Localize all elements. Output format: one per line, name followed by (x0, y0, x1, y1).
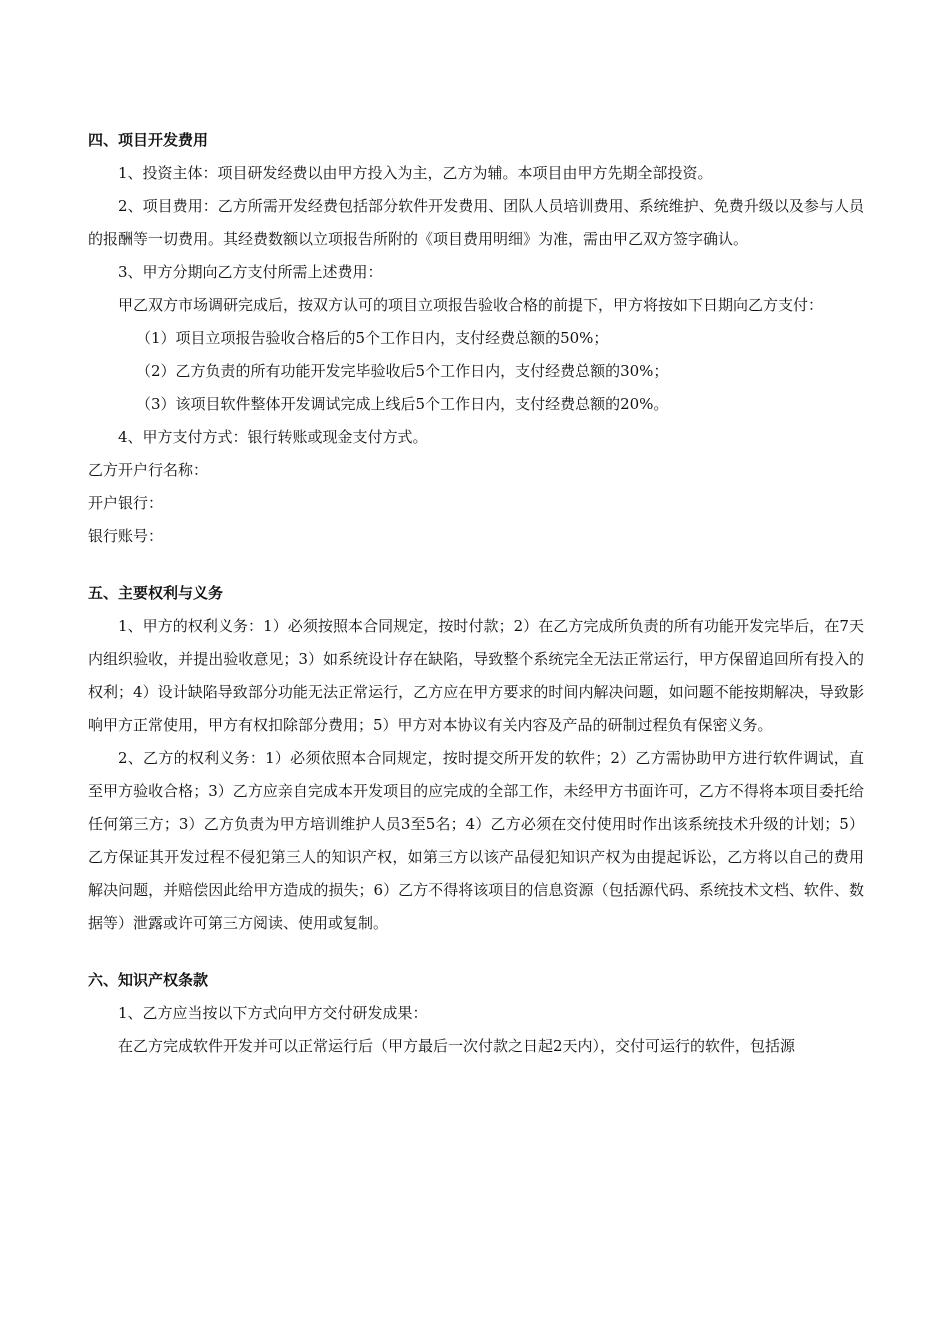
paragraph: 2、项目费用：乙方所需开发经费包括部分软件开发费用、团队人员培训费用、系统维护、免费升级以及参与人员的报酬等一切费用。其经费数额以立项报告所附的《项目费用明细》为准，需由甲乙双方签字确认。 (88, 197, 864, 248)
section-heading-6: 六、知识产权条款 (88, 971, 209, 989)
bank-label: 开户银行： (88, 494, 164, 512)
section-heading-5: 五、主要权利与义务 (88, 584, 224, 602)
payment-item: （2）乙方负责的所有功能开发完毕验收后5个工作日内，支付经费总额的30%； (136, 362, 669, 380)
paragraph: 3、甲方分期向乙方支付所需上述费用： (118, 263, 383, 281)
paragraph: 甲乙双方市场调研完成后，按双方认可的项目立项报告验收合格的前提下，甲方将按如下日期向乙方支付： (118, 296, 824, 314)
document-body (88, 124, 864, 1063)
account-label: 银行账号： (88, 527, 164, 545)
paragraph: 1、投资主体：项目研发经费以由甲方投入为主，乙方为辅。本项目由甲方先期全部投资。 (118, 164, 713, 182)
paragraph: 2、乙方的权利义务：1）必须依照本合同规定，按时提交所开发的软件；2）乙方需协助甲方进行软件调试，直至甲方验收合格；3）乙方应亲自完成本开发项目的应完成的全部工作，未经甲方书面许可，乙方不得将本项目委托给任何第三方；3）乙方负责为甲方培训维护人员3至5名；4）乙方必须在交付使用时作出该系统技术升级的计划；5）乙方保证其开发过程不侵犯第三人的知识产权，如第三方以该产品侵犯知识产权为由提起诉讼，乙方将以自己的费用解决问题，并赔偿因此给甲方造成的损失；6）乙方不得将该项目的信息资源（包括源代码、系统技术文档、软件、数据等）泄露或许可第三方阅读、使用或复制。 (88, 749, 864, 932)
payment-item: （3）该项目软件整体开发调试完成上线后5个工作日内，支付经费总额的20%。 (136, 395, 669, 413)
section-heading-4: 四、项目开发费用 (88, 131, 209, 149)
paragraph: 1、乙方应当按以下方式向甲方交付研发成果： (118, 1004, 428, 1022)
paragraph: 4、甲方支付方式：银行转账或现金支付方式。 (118, 428, 428, 446)
paragraph: 在乙方完成软件开发并可以正常运行后（甲方最后一次付款之日起2天内），交付可运行的软件，包括源 (118, 1037, 796, 1055)
bank-name-label: 乙方开户行名称： (88, 461, 209, 479)
payment-item: （1）项目立项报告验收合格后的5个工作日内，支付经费总额的50%； (136, 329, 609, 347)
paragraph: 1、甲方的权利义务：1）必须按照本合同规定，按时付款；2）在乙方完成所负责的所有功能开发完毕后，在7天内组织验收，并提出验收意见；3）如系统设计存在缺陷，导致整个系统完全无法正常运行，甲方保留追回所有投入的权利；4）设计缺陷导致部分功能无法正常运行，乙方应在甲方要求的时间内解决问题，如问题不能按期解决，导致影响甲方正常使用，甲方有权扣除部分费用；5）甲方对本协议有关内容及产品的研制过程负有保密义务。 (88, 617, 864, 734)
